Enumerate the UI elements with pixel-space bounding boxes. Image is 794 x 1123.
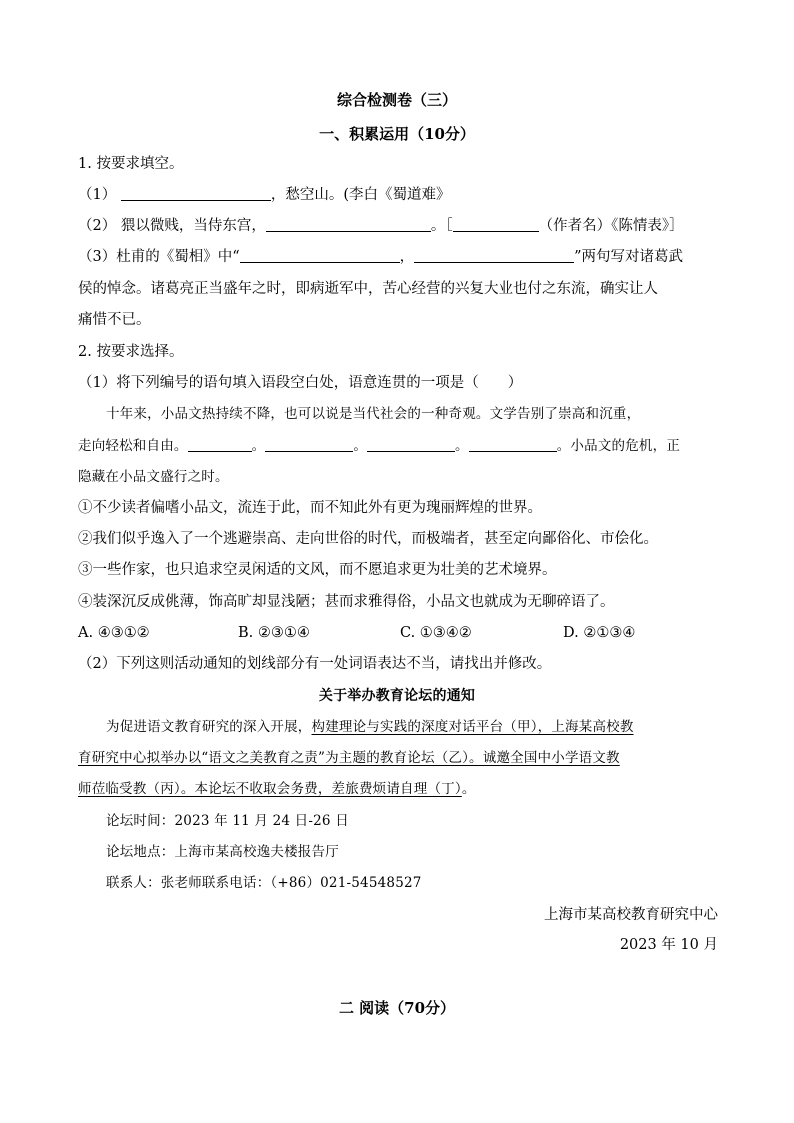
section1-title: 一、积累运用（10分） [319,125,475,143]
q1-item2 [78,216,684,236]
passage-l2-end: 。小品文的危机，正 [556,438,681,454]
passage-sep-2: 。 [353,438,368,454]
passage-sep-1: 。 [251,438,266,454]
q1-2-sep: 。［ [430,218,453,234]
passage-blank-1[interactable] [188,437,252,452]
option-d[interactable]: D. ②①③④ [563,625,636,641]
q1-3-text: （3）杜甫的《蜀相》中“ [78,249,240,265]
sentence-1: ①不少读者偏嗜小品文，流连于此，而不知此外有更为瑰丽辉煌的世界。 [78,500,542,516]
q1-2-text: （2） 猥以微贱，当侍东宫， [78,218,266,234]
q1-3-blank-1[interactable] [240,248,400,263]
notice-title: 关于举办教育论坛的通知 [318,688,476,704]
notice-place: 论坛地点：上海市某高校逸夫楼报告厅 [106,844,339,860]
sentence-2: ②我们似乎逸入了一个逃避崇高、走向世俗的时代，而极端者，甚至定向鄙俗化、市侩化。 [78,531,658,547]
passage-line-3: 隐藏在小品文盛行之时。 [78,469,229,485]
passage-line-1: 十年来，小品文热持续不降，也可以说是当代社会的一种奇观。文学告别了崇高和沉重， [106,406,641,422]
q2-2-prompt: （2）下列这则活动通知的划线部分有一处词语表达不当，请找出并修改。 [78,656,552,672]
signature-org: 上海市某高校教育研究中心 [544,907,718,923]
q2-title: 2. 按要求选择。 [78,344,184,360]
notice-line-2: 育研究中心拟举办以“语文之美教育之责”为主题的教育论坛（乙）。诚邀全国中小学语文教 [78,750,620,766]
notice-line-3 [78,779,476,799]
option-b[interactable]: B. ②③①④ [238,625,310,641]
q1-3-line3: 痛惜不已。 [78,312,151,328]
passage-blank-2[interactable] [265,437,353,452]
q1-3-blank-2[interactable] [414,248,574,263]
q1-item1 [78,185,451,205]
passage-sep-3: 。 [455,438,469,454]
passage-blank-4[interactable] [469,437,557,452]
sentence-4: ④装深沉反成佻薄，饰高旷却显浅陋；甚而求雅得俗，小品文也就成为无聊碎语了。 [78,594,615,610]
q2-1-prompt: （1）将下列编号的语句填入语段空白处，语意连贯的一项是（ ） [78,375,523,391]
notice-l1-plain: 为促进语文教育研究的深入开展， [106,719,312,735]
notice-l3-underlined: 师莅临受教（丙）。本论坛不收取会务费，差旅费烦请自理（丁） [78,781,462,797]
option-a[interactable]: A. ④③①② [78,625,150,641]
q1-1-blank[interactable] [121,186,271,201]
notice-line-1 [106,717,634,737]
q1-3-line2: 侯的悼念。诸葛亮正当盛年之时，即病逝军中，苦心经营的兴复大业也付之东流，确实让人 [78,281,658,297]
passage-line-2 [78,436,680,456]
passage-l2-start: 走向轻松和自由。 [78,438,188,454]
q1-1-label: （1） [78,187,117,203]
passage-blank-3[interactable] [367,437,455,452]
q1-1-text: ，愁空山。(李白《蜀道难》 [270,187,451,203]
option-c[interactable]: C. ①③④② [400,625,472,641]
q1-2-source: （作者名）《陈情表》］ [538,218,684,234]
signature-date: 2023 年 10 月 [619,937,718,953]
notice-contact: 联系人：张老师联系电话：（+86）021-54548527 [106,875,422,891]
q1-2-author-blank[interactable] [453,217,539,232]
q1-3-comma: ， [399,249,415,265]
q1-title: 1. 按要求填空。 [78,156,184,172]
notice-time: 论坛时间：2023 年 11 月 24 日-26 日 [106,813,349,829]
sentence-3: ③一些作家，也只追求空灵闲适的文风，而不愿追求更为壮美的艺术境界。 [78,562,557,578]
notice-l1-underlined: 构建理论与实践的深度对话平台（甲），上海某高校教 [311,719,634,735]
q1-item3 [78,247,683,267]
q1-3-after: ”两句写对诸葛武 [574,249,684,265]
notice-l3-end: 。 [461,781,476,797]
exam-title: 综合检测卷（三） [336,91,457,109]
q1-2-blank[interactable] [266,217,431,232]
section2-title: 二 阅读（70分） [338,999,456,1017]
